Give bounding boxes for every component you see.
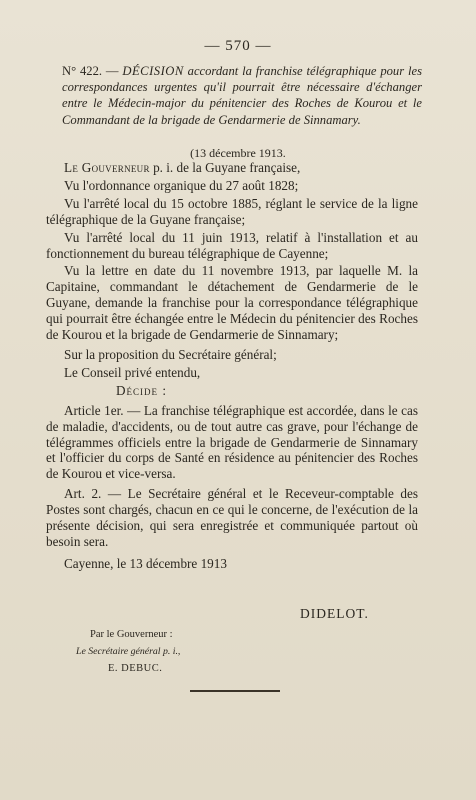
place-date: Cayenne, le 13 décembre 1913 — [64, 555, 227, 571]
article-2: Art. 2. — Le Secrétaire général et le Receveur-comptable des Postes sont chargés, chacun en ce qui le concerne, de l'exécution de la présente décision, qui sera enregistrée et communiquée partout où besoin sera. — [46, 486, 418, 549]
vu-ordonnance: Vu l'ordonnance organique du 27 août 1828; — [64, 177, 299, 193]
vu-arrete-1885: Vu l'arrêté local du 15 octobre 1885, réglant le service de la ligne télégraphique de la Guyane française; — [46, 195, 418, 227]
article-1: Article 1er. — La franchise télégraphique est accordée, dans le cas de maladie, d'accidents, ou de tout autre cas grave, pour l'échange de télégrammes officiels entre la brigade de Gendarmerie de Sinnamary et l'officier du corps de Santé en résidence au pénitencier des Roches de Kourou et vice-versa. — [46, 402, 418, 482]
heading-dash: — — [105, 64, 119, 78]
intro-paragraph — [46, 160, 418, 176]
secretary-role: Le Secrétaire général p. i., — [76, 646, 181, 657]
decision-body — [46, 160, 418, 574]
decision-date: (13 décembre 1913. — [190, 146, 286, 160]
page-number: — 570 — — [204, 38, 272, 54]
council-line: Le Conseil privé entendu, — [64, 364, 201, 380]
vu-arrete-1913: Vu l'arrêté local du 11 juin 1913, relatif à l'installation et au fonctionnement du bureau télégraphique de Cayenne; — [46, 229, 418, 261]
governor-signature: DIDELOT. — [300, 606, 369, 621]
by-governor-line: Par le Gouverneur : — [90, 629, 173, 640]
decision-label: DÉCISION — [122, 64, 184, 78]
vu-lettre: Vu la lettre en date du 11 novembre 1913, par laquelle M. la Capitaine, commandant le détachement de Gendarmerie de le Guyane, demande la franchise pour la correspondance télégraphique qui pourrait être échangée entre le Médecin du pénitencier des Roches de Kourou et la brigade de Gendarmerie de Sinnamary; — [46, 263, 418, 343]
closing-rule — [190, 690, 280, 692]
decision-number: N° 422. — [62, 64, 103, 78]
countersign-block — [76, 626, 181, 677]
proposal-line: Sur la proposition du Secrétaire général; — [64, 346, 277, 362]
governor-title: Le Gouverneur — [64, 160, 150, 175]
secretary-name: E. DEBUC. — [108, 663, 163, 674]
governor-rest: p. i. de la Guyane française, — [153, 160, 301, 175]
decision-heading — [62, 63, 422, 128]
decision-summary: accordant la franchise télégraphique pour les correspondances urgentes qu'il pourrait être nécessaire d'échanger entre le Médecin-major du pénitencier des Roches de Kourou et le Commandant de la brigade de Gendarmerie de Sinnamary. — [62, 64, 422, 127]
decide-heading: Décide : — [116, 382, 167, 398]
